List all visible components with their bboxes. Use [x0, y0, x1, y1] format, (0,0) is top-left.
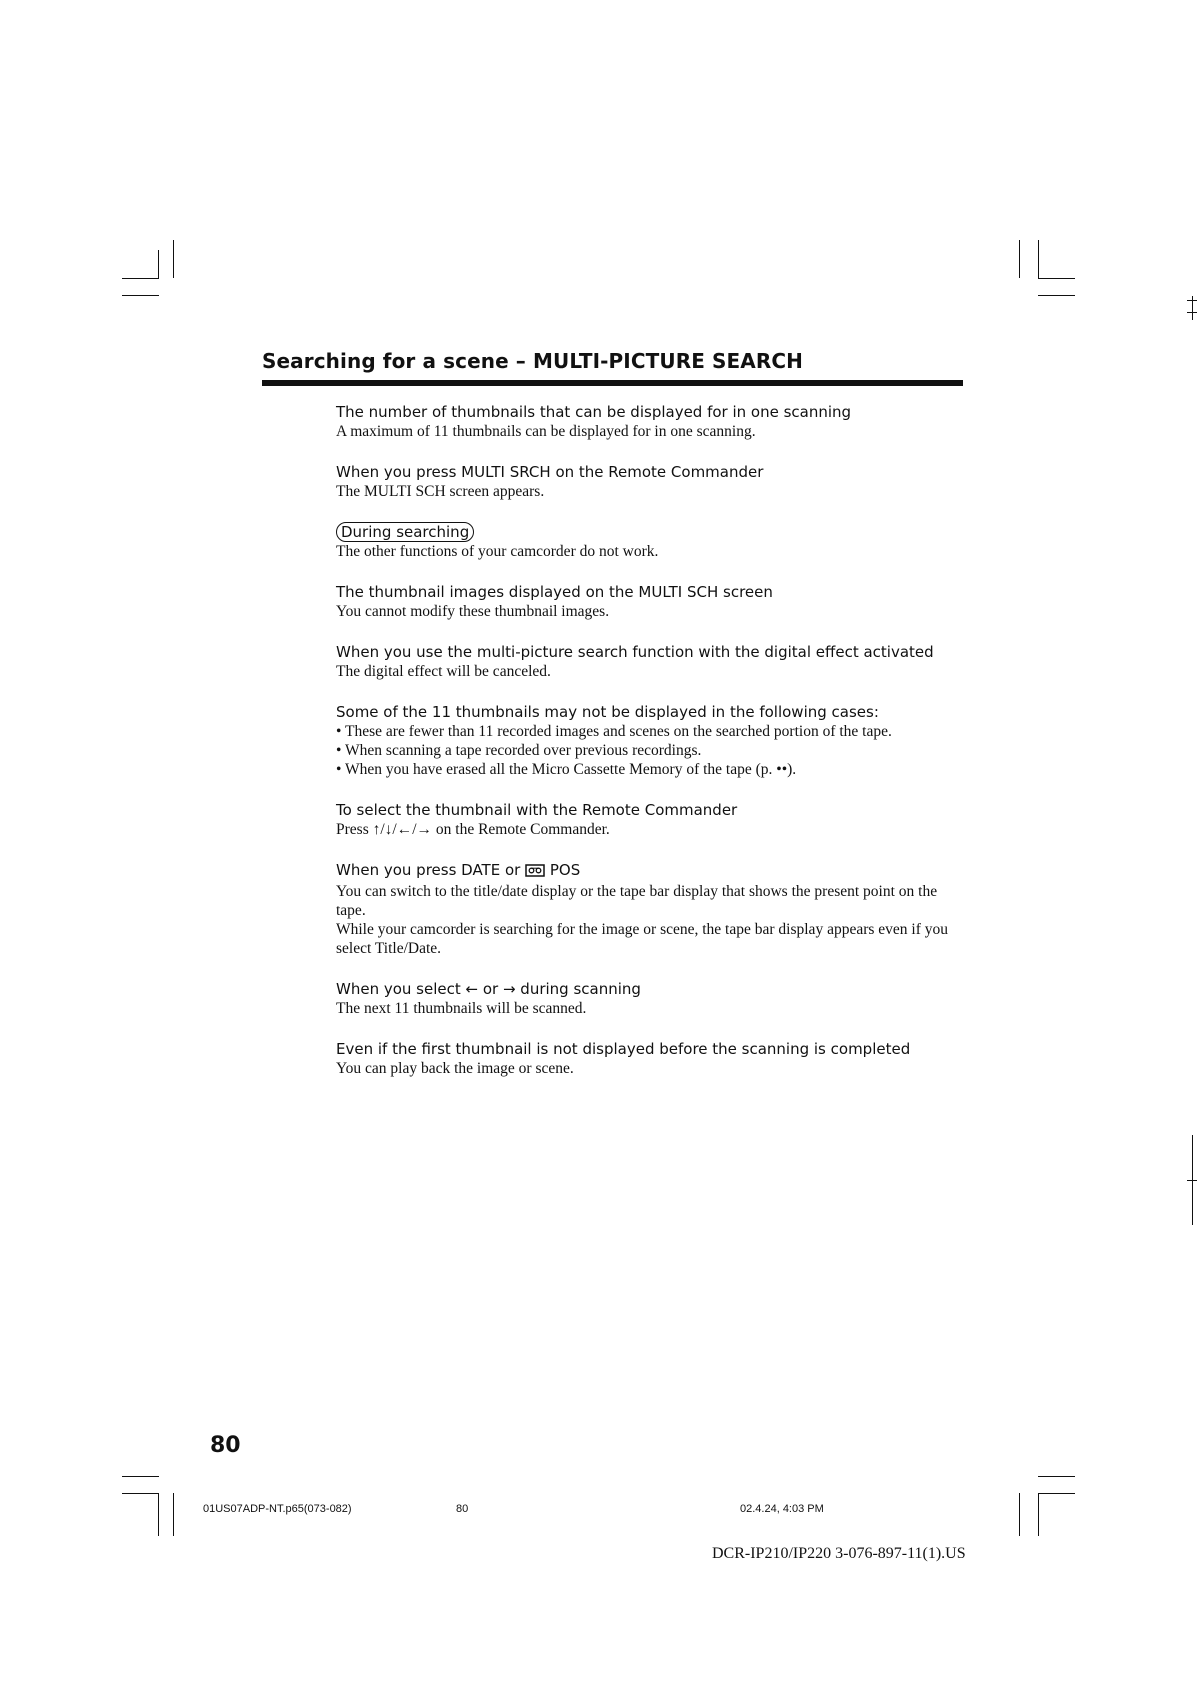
bullet-item: • When you have erased all the Micro Cassette Memory of the tape (p. ••). [336, 761, 797, 778]
section-digital-effect [336, 642, 966, 681]
crop-mark-bl-h [122, 1493, 159, 1494]
footer-model: DCR-IP210/IP220 3-076-897-11(1).US [712, 1545, 966, 1562]
section-heading-boxed [336, 522, 966, 542]
tape-icon [525, 862, 545, 882]
footer-page: 80 [456, 1503, 469, 1515]
crop-mark-tl-h [122, 278, 159, 279]
section-not-displayed-cases [336, 702, 966, 779]
section-thumbnail-count [336, 402, 966, 441]
section-date-pos [336, 860, 966, 958]
heading-prefix: When you press DATE or [336, 861, 521, 879]
crop-mark-tl-v2 [158, 250, 159, 278]
edge-artifact-5 [1187, 1180, 1197, 1181]
section-heading: Even if the first thumbnail is not displayed before the scanning is completed [336, 1040, 911, 1058]
section-heading: Some of the 11 thumbnails may not be displayed in the following cases: [336, 703, 879, 721]
crop-mark-bl-v [158, 1493, 159, 1536]
bullet-item: • These are fewer than 11 recorded images and scenes on the searched portion of the tape. [336, 723, 892, 740]
boxed-heading: During searching [336, 522, 474, 542]
crop-mark-br-v2 [1019, 1493, 1020, 1536]
section-body: The other functions of your camcorder do not work. [336, 543, 659, 560]
section-during-searching [336, 522, 966, 561]
bullet-item: • When scanning a tape recorded over previous recordings. [336, 742, 702, 759]
section-body: You can switch to the title/date display or the tape bar display that shows the present point on the tape. [336, 883, 938, 919]
section-heading: The thumbnail images displayed on the MULTI SCH screen [336, 583, 773, 601]
footer-file: 01US07ADP-NT.p65(073-082) [203, 1503, 352, 1515]
edge-artifact-3 [1192, 296, 1193, 320]
crop-mark-br-h [1038, 1493, 1075, 1494]
section-first-thumbnail [336, 1039, 966, 1078]
crop-mark-br-v [1038, 1493, 1039, 1536]
crop-mark-tl-h2 [122, 295, 159, 296]
crop-mark-tr-v2 [1019, 240, 1020, 278]
section-heading: When you use the multi-picture search function with the digital effect activated [336, 643, 934, 661]
section-select-arrows [336, 979, 966, 1018]
section-heading: The number of thumbnails that can be displayed for in one scanning [336, 403, 852, 421]
heading-suffix: POS [549, 861, 581, 879]
section-body: You cannot modify these thumbnail images. [336, 603, 610, 620]
page-title: Searching for a scene – MULTI-PICTURE SEARCH [262, 349, 803, 373]
section-select-thumbnail [336, 800, 966, 839]
title-rule [262, 380, 963, 386]
crop-mark-bl-v2 [173, 1493, 174, 1536]
section-body: While your camcorder is searching for the image or scene, the tape bar display appears even if you select Title/Date. [336, 921, 949, 957]
section-body: Press ↑/↓/←/→ on the Remote Commander. [336, 821, 610, 838]
crop-mark-tl-v [173, 240, 174, 278]
section-thumbnail-images [336, 582, 966, 621]
section-body: You can play back the image or scene. [336, 1060, 574, 1077]
section-body: The digital effect will be canceled. [336, 663, 551, 680]
section-heading: To select the thumbnail with the Remote Commander [336, 801, 738, 819]
crop-mark-tr-v [1038, 240, 1039, 278]
crop-mark-tr-h2 [1038, 295, 1075, 296]
crop-mark-br-h2 [1038, 1476, 1075, 1477]
section-heading: When you select ← or → during scanning [336, 980, 641, 998]
section-heading: When you press MULTI SRCH on the Remote Commander [336, 463, 764, 481]
section-body: A maximum of 11 thumbnails can be displayed for in one scanning. [336, 423, 756, 440]
crop-mark-tr-h [1038, 278, 1075, 279]
section-body: The next 11 thumbnails will be scanned. [336, 1000, 587, 1017]
section-multi-srch [336, 462, 966, 501]
section-heading [336, 860, 966, 882]
section-body: The MULTI SCH screen appears. [336, 483, 545, 500]
page-number: 80 [210, 1433, 241, 1458]
footer-datetime: 02.4.24, 4:03 PM [740, 1503, 824, 1515]
content-area [336, 402, 966, 1099]
crop-mark-bl-h2 [122, 1476, 159, 1477]
